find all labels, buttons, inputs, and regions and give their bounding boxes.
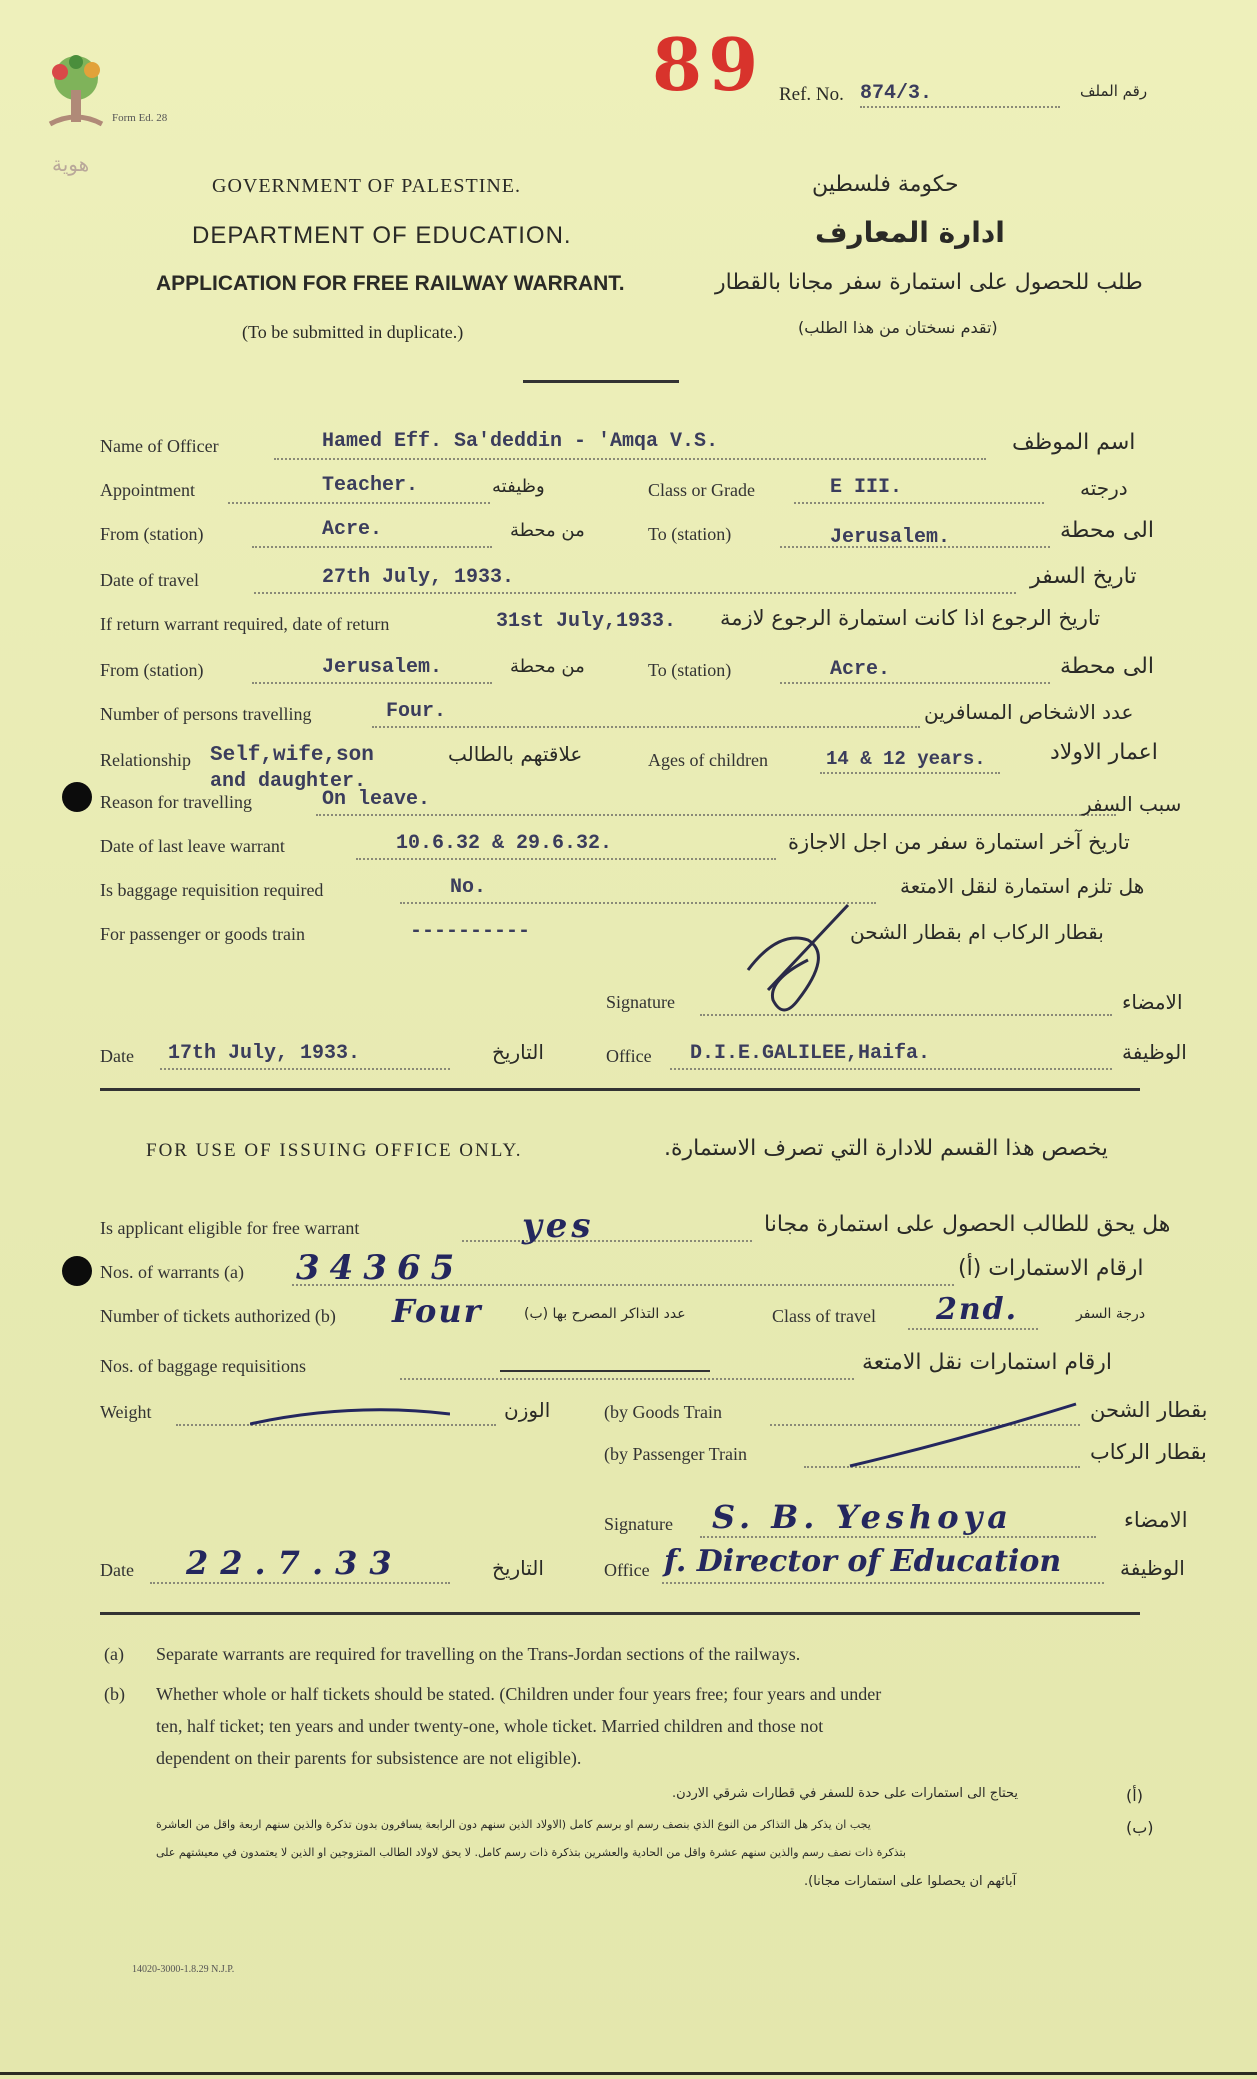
train-value: ---------- [410,920,531,943]
class-of-travel-label: Class of travel [772,1306,876,1326]
department-heading-ar: ادارة المعارف [815,216,1005,249]
return-to-value: Acre. [830,658,891,681]
note-a-ar-text: يحتاج الى استمارات على حدة للسفر في قطارات شرقي الاردن. [672,1786,1018,1801]
ref-value: 874/3. [860,82,933,105]
relationship-value-2: and daughter. [210,770,367,793]
issuer-office-line [662,1582,1104,1584]
application-date-label: Date [100,1046,134,1066]
office-label-ar: الوظيفة [1122,1040,1187,1064]
persons-line [372,726,920,728]
issue-date-value: 22.7.33 [186,1544,404,1582]
application-date-line [160,1068,450,1070]
class-of-travel-label-ar: درجة السفر [1076,1306,1146,1322]
return-from-line [252,682,492,684]
punch-hole-top [62,782,92,812]
reason-label-ar: سبب السفر [1082,792,1182,816]
from-station-label-ar: من محطة [510,520,585,541]
issuer-signature-line [700,1536,1096,1538]
tickets-value: Four [392,1292,483,1330]
baggage-nos-dash [500,1370,710,1372]
weight-label: Weight [100,1402,152,1422]
office-label: Office [606,1046,652,1066]
tickets-label: Number of tickets authorized (b) [100,1306,336,1326]
appointment-line [228,502,490,504]
issuing-divider [100,1612,1140,1615]
punch-hole-bottom [62,1256,92,1286]
last-leave-label: Date of last leave warrant [100,836,285,856]
reason-value: On leave. [322,788,431,811]
class-line [794,502,1044,504]
eligible-label-ar: هل يحق للطالب الحصول على استمارة مجانا [764,1212,1171,1237]
note-a-text: Separate warrants are required for travelling on the Trans-Jordan sections of the railways. [156,1644,801,1664]
class-value: E III. [830,476,903,499]
name-line [274,458,986,460]
class-label: Class or Grade [648,480,755,500]
persons-value: Four. [386,700,447,723]
return-to-line [780,682,1050,684]
note-b-text-3: dependent on their parents for subsistence are not eligible). [156,1748,582,1768]
baggage-value: No. [450,876,487,899]
issuer-signature-label: Signature [604,1514,673,1534]
note-b-ar-text-3: آبائهم ان يحصلوا على استمارات مجانا). [804,1874,1017,1889]
baggage-label-ar: هل تلزم استمارة لنقل الامتعة [900,874,1145,898]
class-label-ar: درجته [1080,476,1128,500]
weight-label-ar: الوزن [504,1398,551,1422]
form-title: APPLICATION FOR FREE RAILWAY WARRANT. [156,272,625,295]
reason-line [316,814,1116,816]
ref-line [860,106,1060,108]
reason-label: Reason for travelling [100,792,252,812]
ages-label: Ages of children [648,750,768,770]
form-title-ar: طلب للحصول على استمارة سفر مجانا بالقطار [715,270,1143,295]
applicant-signature-mark [738,900,868,1030]
to-station-label-ar: الى محطة [1060,518,1154,543]
warrants-label: Nos. of warrants (a) [100,1262,244,1282]
return-from-label: From (station) [100,660,204,680]
duplicate-note: (To be submitted in duplicate.) [242,322,464,342]
ages-line [820,772,1000,774]
issuer-signature-value: S. B. Yeshoya [712,1498,1013,1536]
tree-logo-icon [40,52,112,152]
baggage-nos-label-ar: ارقام استمارات نقل الامتعة [862,1350,1113,1375]
persons-label-ar: عدد الاشخاص المسافرين [924,700,1134,724]
goods-train-label-ar: بقطار الشحن [1090,1398,1208,1422]
return-date-label: If return warrant required, date of return [100,614,390,634]
date-of-travel-value: 27th July, 1933. [322,566,515,589]
ref-label-ar: رقم الملف [1080,82,1148,100]
warrants-label-ar: ارقام الاستمارات (أ) [958,1256,1144,1281]
eligible-value: yes [522,1206,595,1246]
header-divider [523,380,679,383]
issuing-heading: FOR USE OF ISSUING OFFICE ONLY. [146,1140,523,1161]
issuer-office-label: Office [604,1560,650,1580]
office-value: D.I.E.GALILEE,Haifa. [690,1042,931,1065]
issue-date-label: Date [100,1560,134,1580]
return-from-label-ar: من محطة [510,656,585,677]
issuer-office-label-ar: الوظيفة [1120,1556,1185,1580]
note-b-text-2: ten, half ticket; ten years and under twenty-one, whole ticket. Married children and those not [156,1716,824,1736]
name-value: Hamed Eff. Sa'deddin - 'Amqa V.S. [322,430,719,453]
signature-label-ar: الامضاء [1122,990,1183,1014]
bottom-edge [0,2072,1257,2075]
appointment-value: Teacher. [322,474,419,497]
issue-date-label-ar: التاريخ [492,1556,544,1580]
to-station-label: To (station) [648,524,732,544]
eligible-line [462,1240,752,1242]
issue-date-line [150,1582,450,1584]
from-station-label: From (station) [100,524,204,544]
train-label: For passenger or goods train [100,924,305,944]
class-of-travel-value: 2nd. [936,1292,1019,1327]
appointment-label: Appointment [100,480,195,500]
note-a-ar-marker: (أ) [1126,1786,1143,1805]
appointment-label-ar: وظيفته [492,476,545,497]
persons-label: Number of persons travelling [100,704,312,724]
date-of-travel-label-ar: تاريخ السفر [1030,564,1137,589]
passenger-train-label-ar: بقطار الركاب [1090,1440,1207,1464]
ages-label-ar: اعمار الاولاد [1050,740,1158,765]
to-station-value: Jerusalem. [830,526,951,549]
last-leave-line [356,858,776,860]
passenger-train-label: (by Passenger Train [604,1444,747,1464]
note-b-text-1: Whether whole or half tickets should be stated. (Children under four years free; four years and under [156,1684,882,1704]
printer-imprint: 14020-3000-1.8.29 N.J.P. [132,1964,235,1975]
from-station-value: Acre. [322,518,383,541]
return-to-label: To (station) [648,660,732,680]
logo-text: هوية [52,152,90,176]
form-edition: Form Ed. 28 [112,112,168,124]
name-label: Name of Officer [100,436,219,456]
name-label-ar: اسم الموظف [1012,430,1136,455]
train-stroke [840,1400,1080,1470]
government-heading: GOVERNMENT OF PALESTINE. [212,175,522,197]
train-label-ar: بقطار الركاب ام بقطار الشحن [850,920,1104,944]
baggage-label: Is baggage requisition required [100,880,324,900]
issuer-office-value: f. Director of Education [664,1544,1062,1579]
date-of-travel-line [254,592,1016,594]
return-from-value: Jerusalem. [322,656,443,679]
signature-label: Signature [606,992,675,1012]
ref-label: Ref. No. [779,84,844,105]
eligible-label: Is applicant eligible for free warrant [100,1218,360,1238]
date-of-travel-label: Date of travel [100,570,199,590]
return-date-value: 31st July,1933. [496,610,677,633]
baggage-nos-label: Nos. of baggage requisitions [100,1356,306,1376]
last-leave-value: 10.6.32 & 29.6.32. [396,832,613,855]
government-heading-ar: حكومة فلسطين [812,172,959,197]
application-date-label-ar: التاريخ [492,1040,544,1064]
page-number: 89 [652,22,765,107]
form-divider [100,1088,1140,1091]
note-a-marker: (a) [104,1644,124,1664]
from-station-line [252,546,492,548]
signature-line [700,1014,1112,1016]
note-b-ar-text-1: يجب ان يذكر هل التذاكر من النوع الذي بنصف رسم او برسم كامل (الاولاد الذين سنهم دون الرابعة يسافرون بدون تذكرة والذين سنهم اربعة واقل من العاشرة [156,1818,871,1831]
note-b-ar-marker: (ب) [1126,1818,1154,1837]
duplicate-note-ar: (تقدم نسختان من هذا الطلب) [798,318,998,337]
return-to-label-ar: الى محطة [1060,654,1154,679]
office-line [670,1068,1112,1070]
relationship-label-ar: علاقتهم بالطالب [448,742,583,766]
note-b-marker: (b) [104,1684,125,1704]
department-heading: DEPARTMENT OF EDUCATION. [192,222,572,249]
issuing-heading-ar: يخصص هذا القسم للادارة التي تصرف الاستمارة. [664,1136,1108,1161]
application-date-value: 17th July, 1933. [168,1042,361,1065]
class-of-travel-line [908,1328,1038,1330]
issuer-signature-label-ar: الامضاء [1124,1508,1188,1532]
return-date-label-ar: تاريخ الرجوع اذا كانت استمارة الرجوع لازمة [720,606,1101,630]
relationship-label: Relationship [100,750,191,770]
note-b-ar-text-2: بتذكرة ذات نصف رسم والذين سنهم عشرة واقل من الحادية والعشرين بتذكرة ذات رسم كامل. لا يحق لاولاد الطالب المتزوجين او الذين لا يعتمدون في معيشتهم على [156,1846,906,1859]
warrants-value: 34365 [296,1248,465,1288]
tickets-label-ar: عدد التذاكر المصرح بها (ب) [524,1306,686,1322]
last-leave-label-ar: تاريخ آخر استمارة سفر من اجل الاجازة [788,830,1130,854]
weight-stroke [250,1398,450,1428]
baggage-nos-line [400,1378,854,1380]
relationship-value: Self,wife,son [210,744,374,767]
ages-value: 14 & 12 years. [826,748,986,770]
goods-train-label: (by Goods Train [604,1402,723,1422]
